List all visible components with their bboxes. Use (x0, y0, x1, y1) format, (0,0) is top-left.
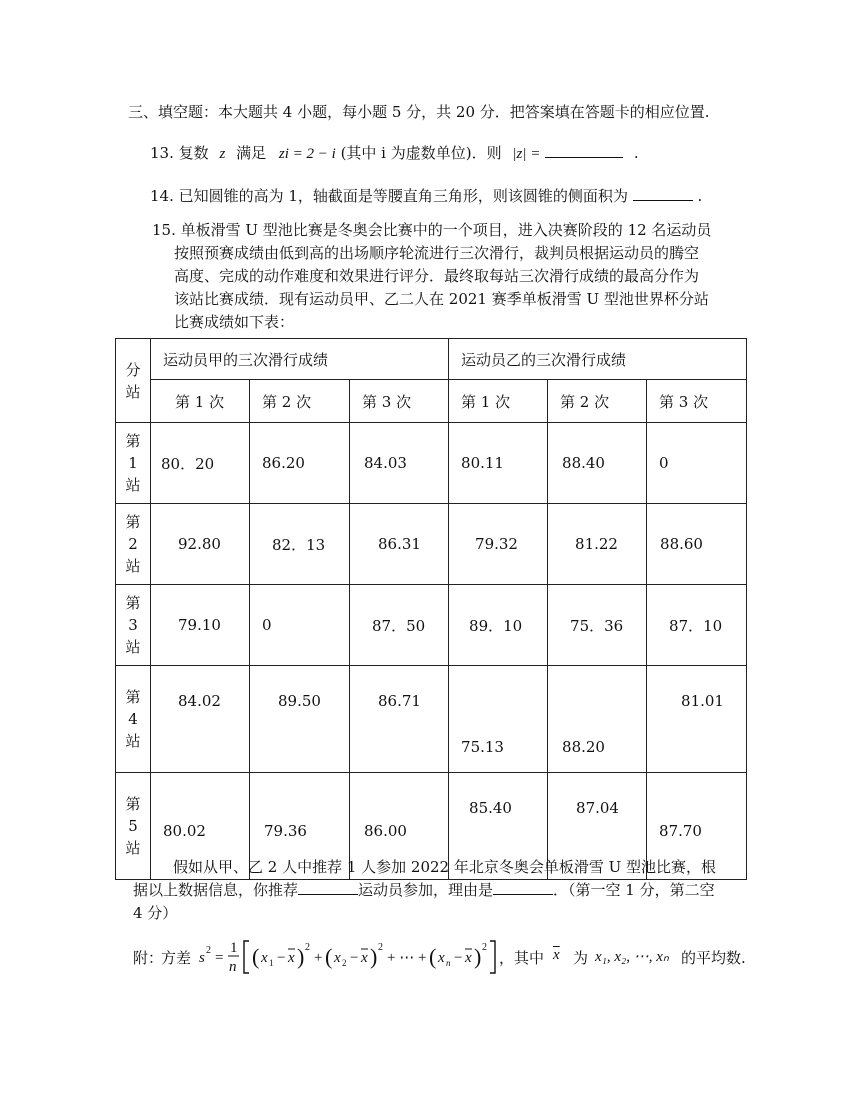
q15-question (133, 856, 743, 925)
score-cell: 89．10 (449, 585, 548, 666)
svg-text:(: ( (429, 944, 437, 969)
score-cell: 79.36 (250, 773, 350, 880)
score-cell: 75．36 (548, 585, 647, 666)
svg-text:): ) (474, 944, 482, 969)
q15-line-3: 高度、完成的动作难度和效果进行评分．最终取每站三次滑行成绩的最高分作为 (174, 267, 700, 285)
score-cell: 85.40 (449, 773, 548, 880)
score-cell: 75.13 (449, 666, 548, 773)
station-label: 第2站 (125, 513, 141, 575)
score-cell: 89.50 (250, 666, 350, 773)
score-cell: 80.11 (449, 423, 548, 504)
q13-var: z (219, 146, 226, 162)
attempt-header: 第 1 次 (151, 380, 250, 423)
appendix-list: x₁, x₂, ⋯, xₙ (595, 949, 669, 965)
svg-text:x: x (361, 950, 368, 966)
q13-number: 13. (150, 144, 174, 162)
svg-text:+: + (314, 950, 323, 966)
svg-text:2: 2 (378, 942, 383, 953)
question-15-intro (152, 219, 742, 334)
q13-note: (其中 i 为虚数单位)．则 (340, 144, 502, 162)
score-cell: 86.20 (250, 423, 350, 504)
q13-mid: 满足 (236, 144, 267, 162)
svg-text:x: x (465, 950, 472, 966)
svg-text:2: 2 (482, 942, 487, 953)
svg-text:x: x (288, 950, 295, 966)
score-cell: 81.22 (548, 504, 647, 585)
appendix-name: 方差 (161, 949, 192, 967)
score-cell: 86.71 (350, 666, 449, 773)
q15-question-line1: 假如从甲、乙 2 人中推荐 1 人参加 2022 年北京冬奥会单板滑雪 U 型池比赛，根 (173, 858, 717, 876)
score-cell: 87．50 (350, 585, 449, 666)
station-cell (116, 585, 151, 666)
group-b-header: 运动员乙的三次滑行成绩 (449, 339, 747, 380)
score-cell: 87．10 (647, 585, 747, 666)
q15-line-1: 15. 单板滑雪 U 型池比赛是冬奥会比赛中的一个项目，进入决赛阶段的 12 名运动员 (152, 221, 712, 239)
question-14 (150, 185, 702, 206)
appendix-suffix: ，其中 (499, 949, 545, 967)
score-cell: 84.02 (151, 666, 250, 773)
score-cell: 86.31 (350, 504, 449, 585)
q15-line-4: 该站比赛成绩．现有运动员甲、乙二人在 2021 赛季单板滑雪 U 型池世界杯分站 (174, 290, 709, 308)
station-header-cell (116, 339, 151, 423)
score-cell: 84.03 (350, 423, 449, 504)
q15-question-line2b: 运动员参加，理由是 (358, 881, 494, 899)
score-cell: 87.04 (548, 773, 647, 880)
q15-question-line2c: ．（第一空 1 分，第二空 (553, 881, 715, 899)
svg-text:(: ( (252, 944, 260, 969)
q15-question-line2 (133, 879, 743, 902)
station-cell (116, 666, 151, 773)
svg-text:+ ⋯ +: + ⋯ + (387, 950, 427, 966)
svg-text:s: s (199, 950, 205, 966)
score-cell: 82．13 (250, 504, 350, 585)
score-cell: 88.20 (548, 666, 647, 773)
score-cell: 81.01 (647, 666, 747, 773)
table-row (116, 585, 747, 666)
score-cell: 79.32 (449, 504, 548, 585)
q13-abs: |z| = (512, 146, 541, 162)
table-row (116, 666, 747, 773)
svg-text:): ) (370, 944, 378, 969)
station-header: 分站 (125, 360, 141, 401)
appendix-xbar-desc: 为 (573, 949, 589, 967)
attempt-header: 第 2 次 (250, 380, 350, 423)
svg-text:n: n (446, 958, 451, 968)
svg-text:1: 1 (230, 940, 238, 956)
score-cell: 0 (250, 585, 350, 666)
q14-text: 14. 已知圆锥的高为 1，轴截面是等腰直角三角形，则该圆锥的侧面积为 (150, 187, 628, 205)
q13-answer-blank[interactable] (545, 143, 623, 158)
score-cell: 86.00 (350, 773, 449, 880)
svg-text:2: 2 (305, 942, 310, 953)
station-cell (116, 423, 151, 504)
q14-end: . (697, 187, 703, 205)
appendix-end: 的平均数. (681, 949, 746, 967)
attempt-header: 第 1 次 (449, 380, 548, 423)
q15-line-5: 比赛成绩如下表： (174, 313, 295, 331)
station-label: 第3站 (125, 594, 141, 656)
group-a-header: 运动员甲的三次滑行成绩 (151, 339, 449, 380)
score-cell: 80．20 (151, 423, 250, 504)
q15-question-line2a: 据以上数据信息，你推荐 (133, 881, 299, 899)
score-cell: 88.40 (548, 423, 647, 504)
score-cell: 88.60 (647, 504, 747, 585)
q15-line-2: 按照预赛成绩由低到高的出场顺序轮流进行三次滑行，裁判员根据运动员的腾空 (174, 244, 700, 262)
scores-table (115, 338, 747, 880)
svg-text:(: ( (325, 944, 333, 969)
appendix-label: 附： (133, 949, 164, 967)
score-cell: 0 (647, 423, 747, 504)
attempt-header: 第 3 次 (647, 380, 747, 423)
table-row (116, 423, 747, 504)
attempt-header: 第 3 次 (350, 380, 449, 423)
q15-answer-blank-1[interactable] (298, 880, 358, 895)
svg-text:): ) (297, 944, 305, 969)
svg-text:x: x (334, 950, 341, 966)
q13-equation: zi = 2 − i (278, 146, 336, 162)
svg-text:2: 2 (206, 945, 211, 956)
svg-text:x: x (261, 950, 268, 966)
score-cell: 79.10 (151, 585, 250, 666)
svg-text:1: 1 (269, 958, 274, 968)
svg-text:−: − (277, 950, 286, 966)
attempt-header: 第 2 次 (548, 380, 647, 423)
station-label: 第4站 (125, 688, 141, 750)
q15-answer-blank-2[interactable] (493, 880, 553, 895)
svg-text:=: = (215, 950, 224, 966)
station-label: 第5站 (125, 795, 141, 857)
svg-text:n: n (229, 959, 237, 975)
q15-question-line3: 4 分） (133, 904, 178, 922)
svg-text:x: x (438, 950, 445, 966)
score-cell: 80.02 (151, 773, 250, 880)
q13-pre: 复数 (178, 144, 209, 162)
svg-text:2: 2 (342, 958, 347, 968)
station-cell (116, 504, 151, 585)
station-label: 第1站 (125, 432, 141, 494)
question-13 (150, 142, 639, 163)
section-heading: 三、填空题：本大题共 4 小题，每小题 5 分，共 20 分．把答案填在答题卡的相应位置. (128, 103, 710, 121)
svg-text:−: − (350, 950, 359, 966)
q13-end: . (633, 144, 639, 162)
q14-answer-blank[interactable] (633, 186, 693, 201)
appendix-formula (133, 937, 753, 977)
score-cell: 92.80 (151, 504, 250, 585)
svg-text:−: − (454, 950, 463, 966)
score-cell: 87.70 (647, 773, 747, 880)
table-row (116, 504, 747, 585)
xbar-symbol: $\overline{x}$ (553, 947, 560, 963)
